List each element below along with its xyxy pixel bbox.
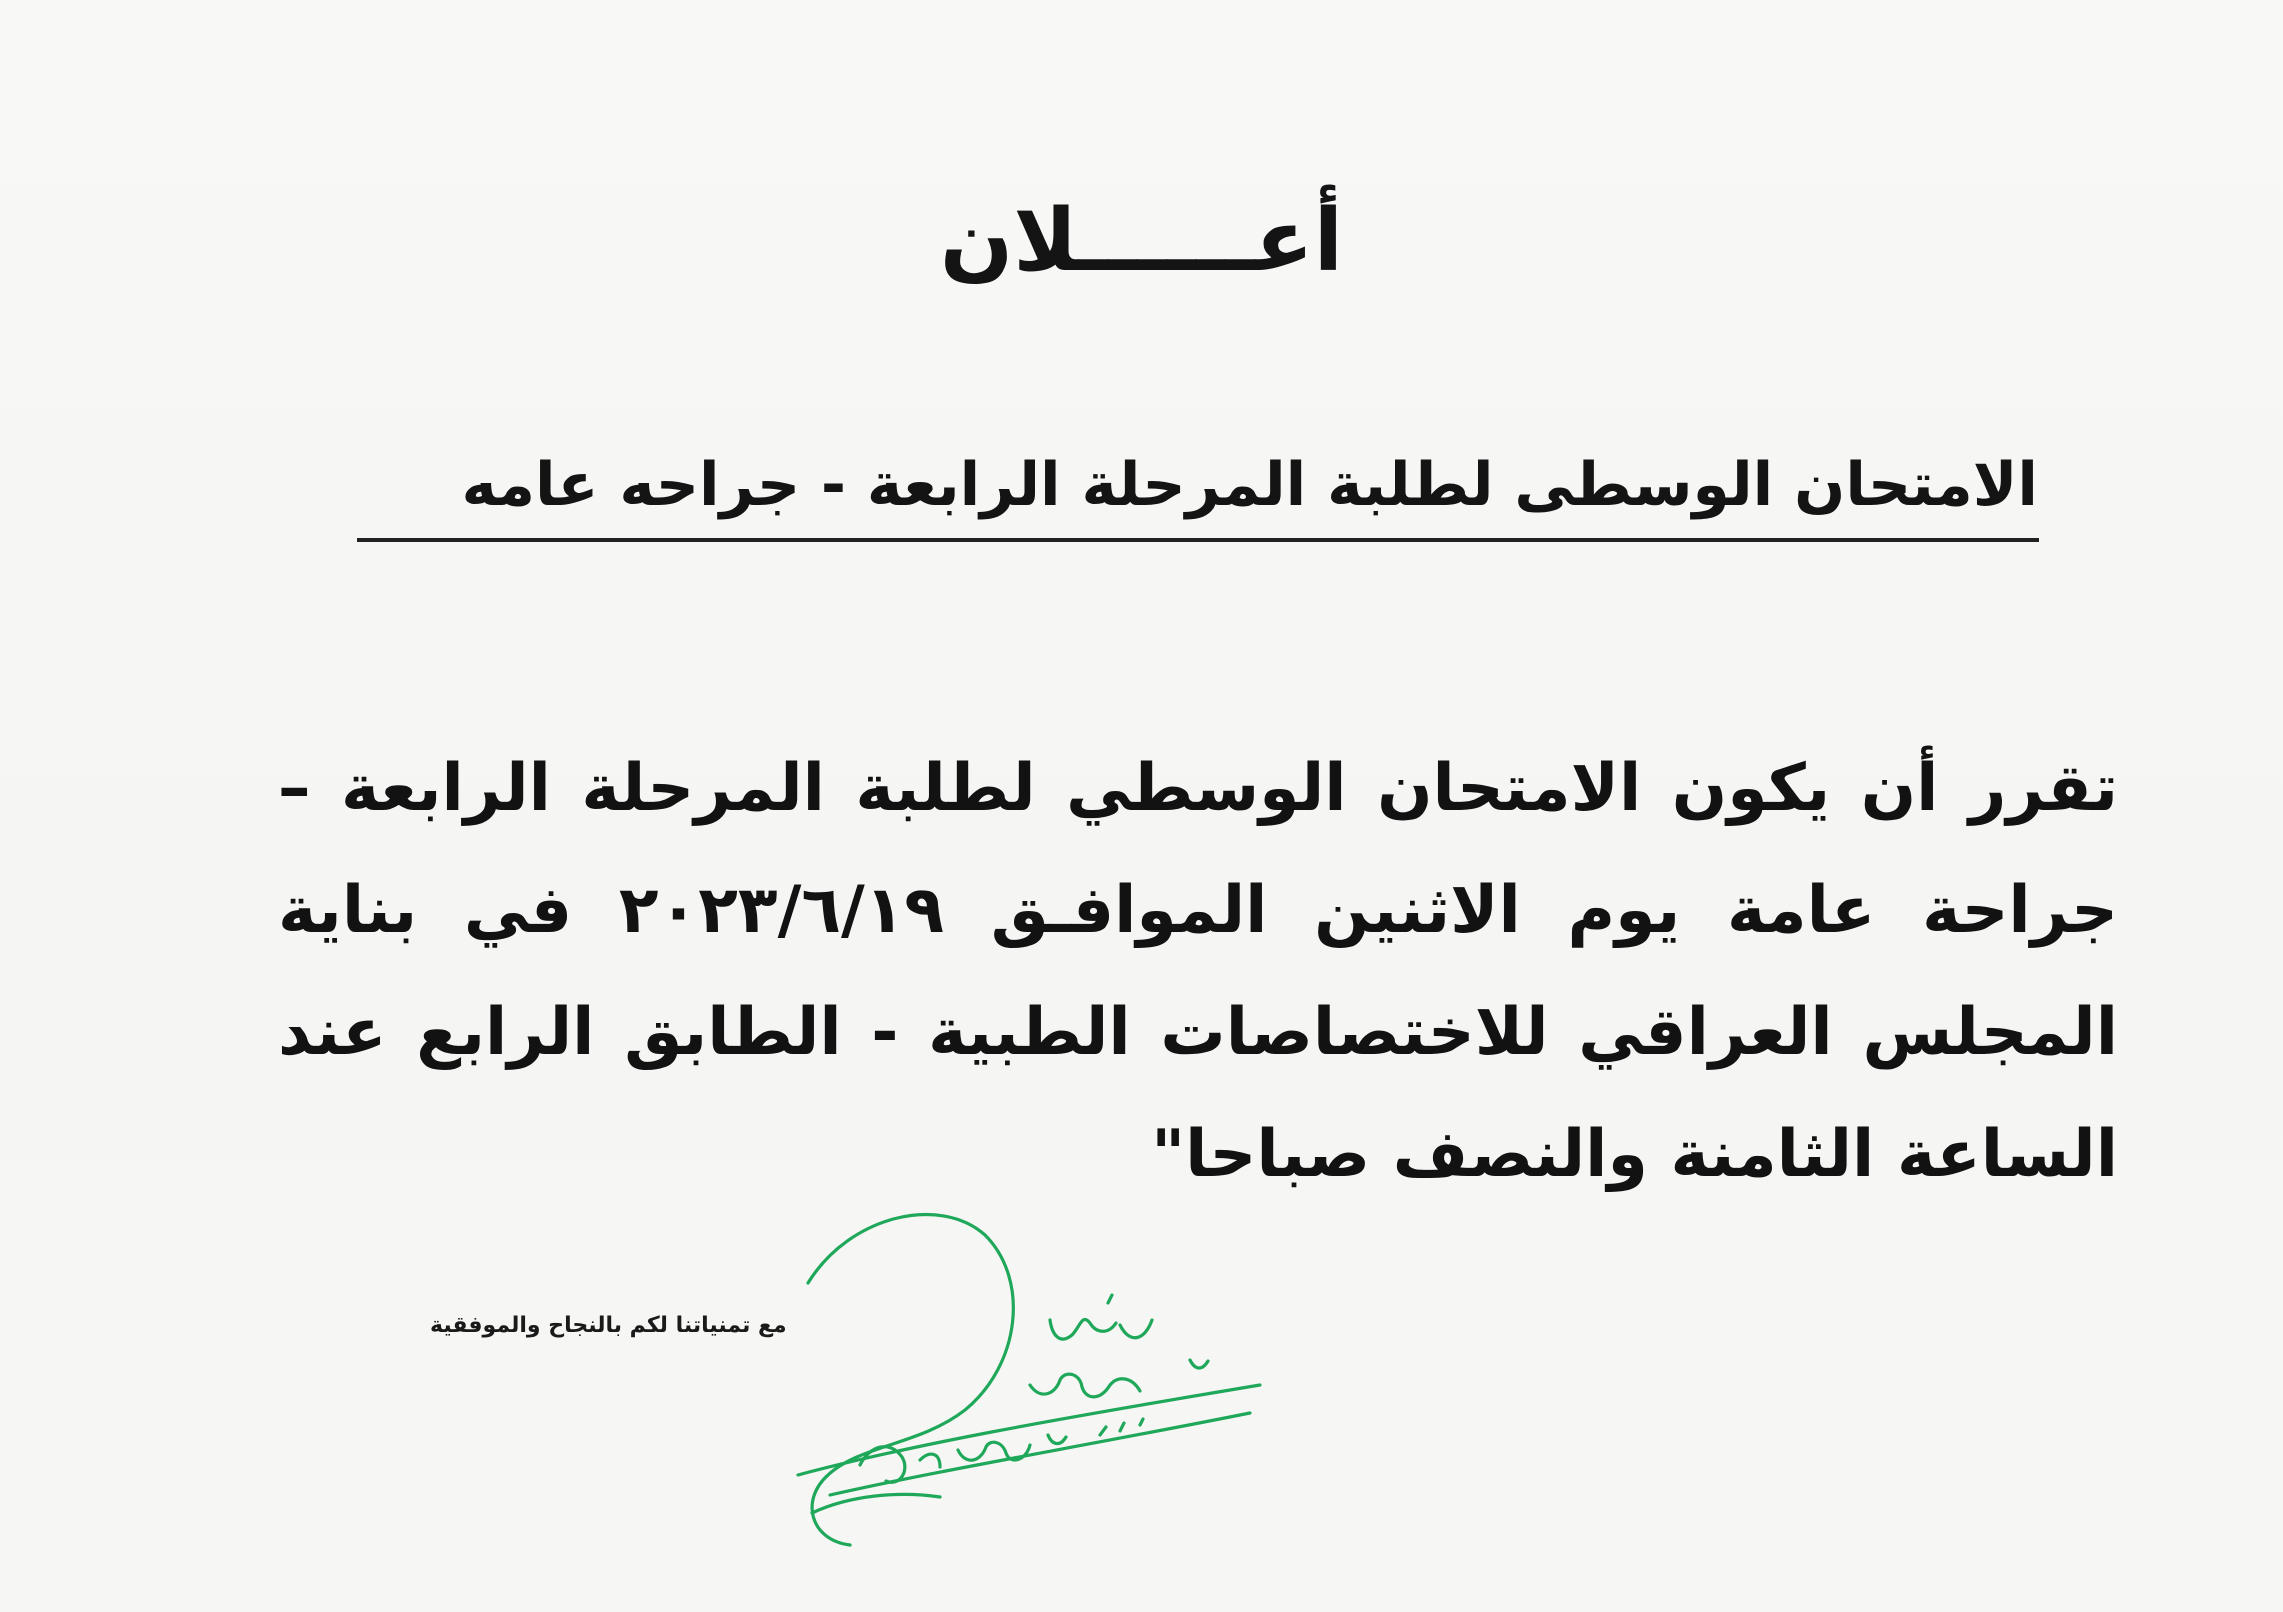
subject-heading: الامتحان الوسطى لطلبة المرحلة الرابعة - جراحه عامه [461, 450, 2038, 520]
signature-strokes [798, 1215, 1260, 1545]
closing-wishes: مع تمنياتنا لكم بالنجاح والموفقية [430, 1313, 787, 1338]
handwritten-signature [790, 1195, 1270, 1575]
announcement-body: تقرر أن يكون الامتحان الوسطي لطلبة المرحلة الرابعة – جراحة عامة يوم الاثنين الموافـق ٢٠٢٣/٦/١٩ في بناية المجلس العراقي للاختصاصات الطبية - الطابق الرابع عند الساعة الثامنة والنصف صباحا" [278, 751, 2118, 1192]
announcement-title: أعــــــلان [939, 191, 1344, 291]
subject-underline [357, 538, 2039, 542]
